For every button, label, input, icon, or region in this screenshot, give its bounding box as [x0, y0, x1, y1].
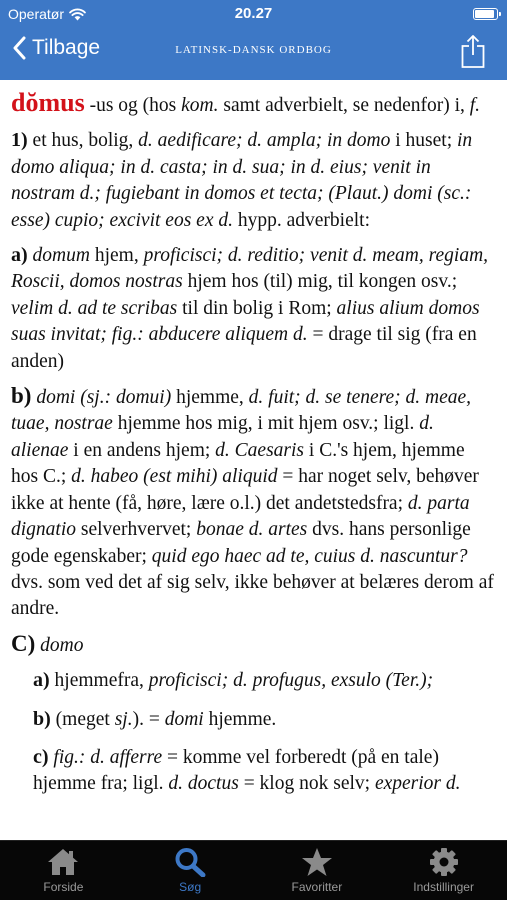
- sense-number: C): [11, 630, 36, 656]
- sense-number: a): [11, 244, 28, 267]
- tab-label: Forside: [43, 880, 84, 894]
- entry-paragraph-2: a) domum hjem, proficisci; d. reditio; venit d. meam, regiam, Roscii, domos nostras hjem hos (til) mig, til kongen osv.; velim d. ad te scribas til din bolig i Rom; alius alium domos suas invitat; fig.: abducere aliquem d. = drage til sig (fra en anden): [11, 244, 489, 372]
- share-button[interactable]: [461, 34, 485, 73]
- star-icon: [300, 847, 334, 877]
- sense-number: 1): [11, 129, 28, 152]
- headword: dŏmus: [11, 88, 85, 117]
- battery-icon: [473, 8, 498, 20]
- dictionary-entry: [0, 80, 507, 840]
- sense-number: a): [33, 669, 50, 692]
- back-label: Tilbage: [32, 36, 101, 59]
- clock: 20.27: [234, 5, 273, 22]
- sense-number: b): [33, 707, 51, 730]
- tab-bar: [0, 840, 507, 900]
- tab-forside[interactable]: [0, 841, 127, 900]
- carrier-label: Operatør: [8, 6, 65, 22]
- battery-fill: [475, 10, 494, 18]
- entry-paragraph-3: b) domi (sj.: domui) hjemme, d. fuit; d. se tenere; d. meae, tuae, nostrae hjemme hos mig, i mit hjem osv.; ligl. d. alienae i en andens hjem; d. Caesaris i C.'s hjem, hjemme hos C.; d. habeo (est mihi) aliquid = har noget selv, behøver ikke at hente (få, høre, lære o.l.) det andetstedsfra; d. parta dignatio selverhvervet; bonae d. artes dvs. hans personlige gode egenskaber; quid ego haec ad te, cuius d. nascuntur? dvs. som ved det af sig selv, ikke behøver at belæres derom af andre.: [11, 383, 494, 620]
- share-icon: [461, 34, 485, 68]
- entry-paragraph-0: dŏmus -us og (hos kom. samt adverbielt, se nedenfor) i, f.: [11, 88, 481, 117]
- sense-number: c): [33, 745, 49, 768]
- tab-label: Favoritter: [291, 880, 343, 894]
- entry-paragraph-1: 1) et hus, bolig, d. aedificare; d. ampla; in domo i huset; in domo aliqua; in d. casta; in d. sua; in d. eius; venit in nostram d.; fugiebant in domos et tecta; (Plaut.) domi (sc.: esse) cupio; excivit eos ex d. hypp. adverbielt:: [11, 129, 473, 231]
- status-bar: [0, 0, 507, 28]
- tab-indstillinger[interactable]: [380, 841, 507, 900]
- tab-favoritter[interactable]: [254, 841, 381, 900]
- house-icon: [46, 847, 80, 877]
- page-title: LATINSK-DANSK ORDBOG: [175, 44, 332, 56]
- tab-label: Indstillinger: [413, 880, 474, 894]
- search-icon: [173, 847, 207, 877]
- gear-icon: [427, 847, 461, 877]
- entry-paragraph-5: a) hjemmefra, proficisci; d. profugus, exsulo (Ter.);: [33, 669, 434, 692]
- entry-paragraph-6: b) (meget sj.). = domi hjemme.: [33, 707, 277, 730]
- tab-soeg[interactable]: [127, 841, 254, 900]
- sense-number: b): [11, 383, 32, 409]
- tab-label: Søg: [179, 880, 202, 894]
- nav-bar: [0, 30, 507, 76]
- entry-paragraph-7: c) fig.: d. afferre = komme vel forberedt (på en tale) hjemme fra; ligl. d. doctus = klog nok selv; experior d.: [33, 745, 461, 795]
- navigation-header: [0, 0, 507, 80]
- entry-paragraph-4: C) domo: [11, 630, 84, 656]
